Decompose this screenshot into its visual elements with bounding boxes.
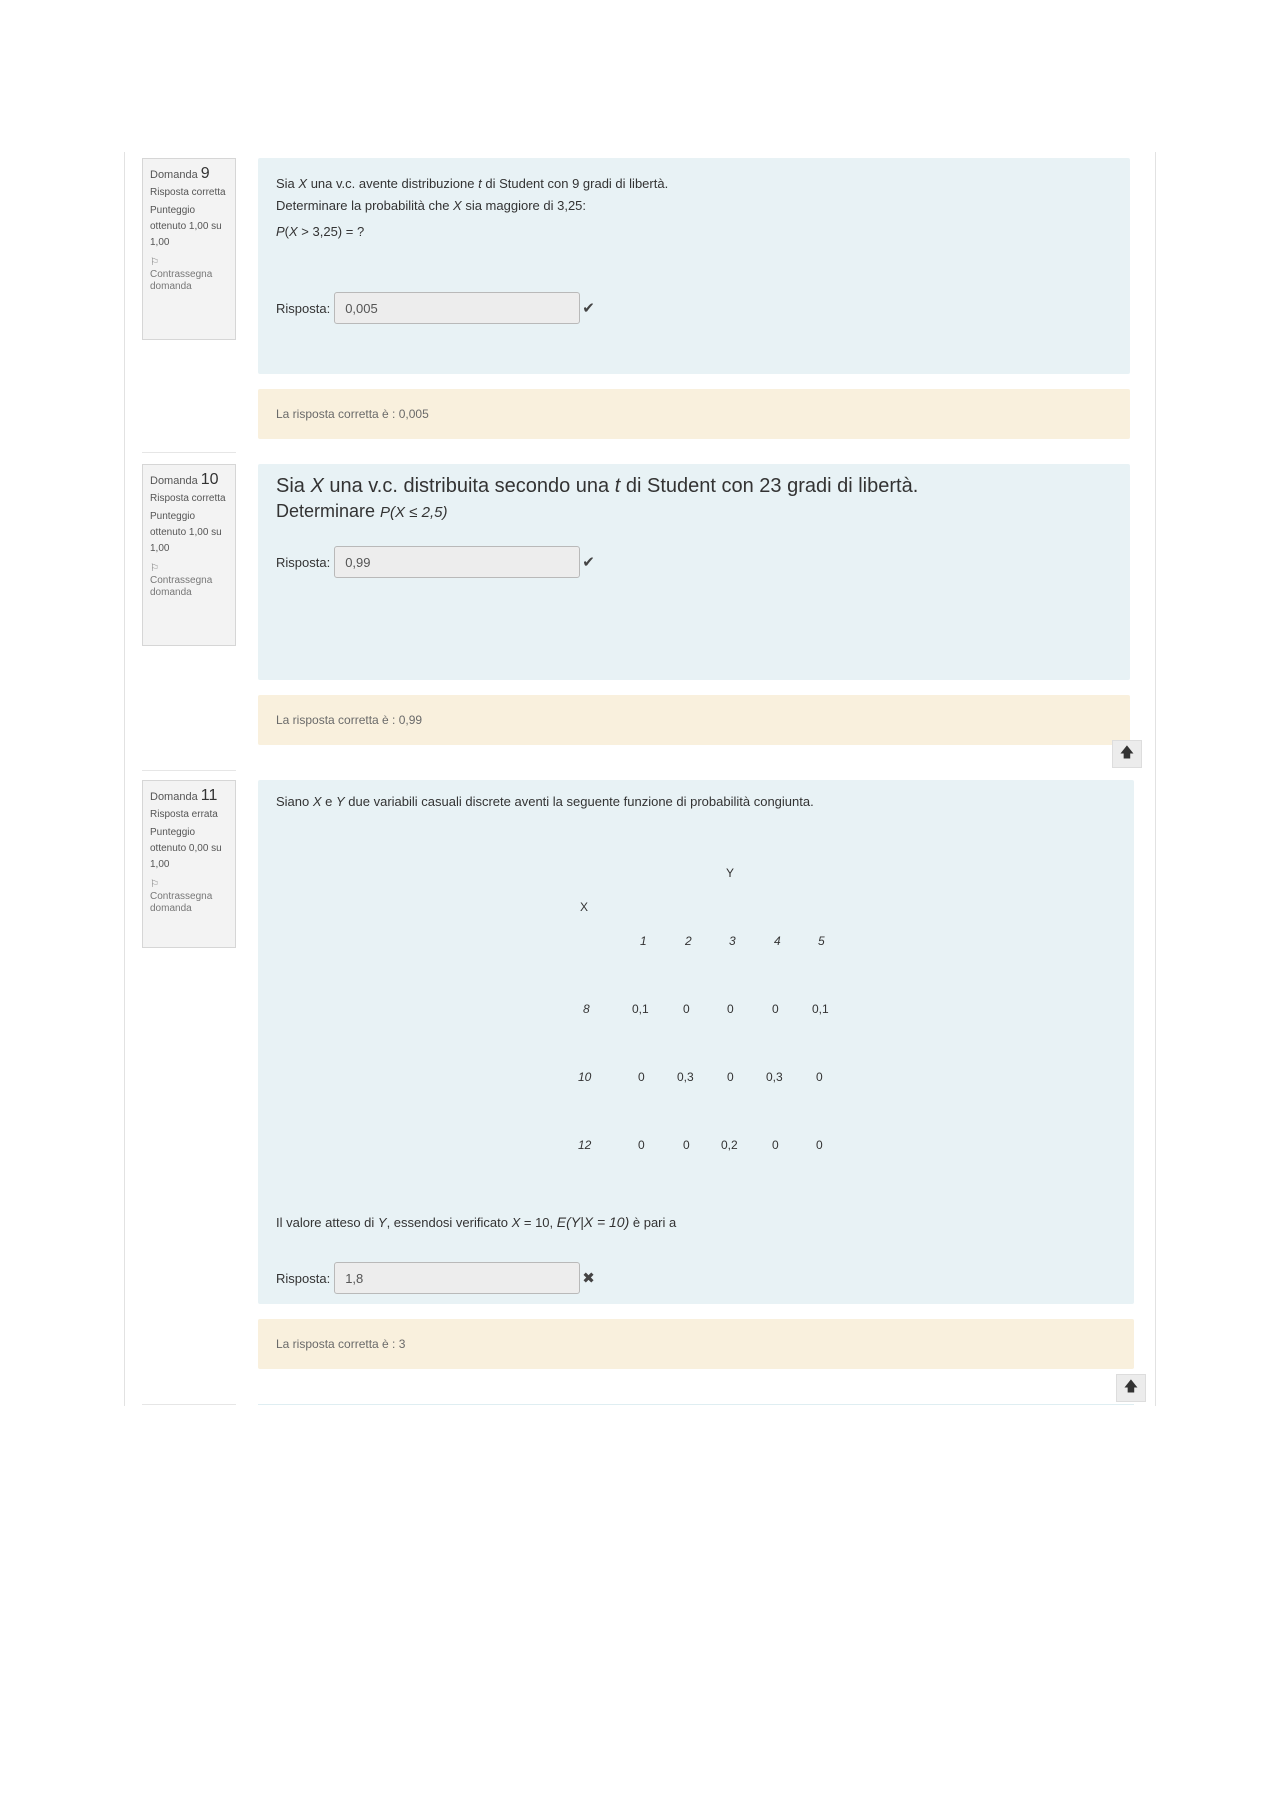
answer-input[interactable]: [334, 292, 580, 324]
question-number-value: 9: [200, 165, 210, 182]
question-label: Domanda: [150, 169, 198, 181]
question-content-9: [258, 158, 1130, 374]
table-cell: 0: [683, 1138, 690, 1152]
correct-answer-feedback-9: La risposta corretta è : 0,005: [258, 389, 1130, 439]
text-part: = 10,: [520, 1215, 557, 1230]
table-y-value: 4: [774, 934, 781, 948]
answer-label: Risposta:: [276, 300, 331, 316]
table-cell: 0,1: [632, 1002, 649, 1016]
question-info-11: [142, 780, 236, 948]
flag-question-button[interactable]: [150, 879, 228, 915]
table-cell: 0: [816, 1138, 823, 1152]
question-info-9: [142, 158, 236, 340]
question-score: Punteggio ottenuto 1,00 su 1,00: [150, 205, 222, 248]
table-cell: 0: [772, 1002, 779, 1016]
table-y-value: 5: [818, 934, 825, 948]
answer-row: [276, 546, 596, 578]
table-x-header: X: [580, 900, 589, 914]
question-info-10: [142, 464, 236, 646]
text-part: , essendosi verificato: [386, 1215, 512, 1230]
table-cell: 0: [727, 1070, 734, 1084]
flag-question-label: Contrassegna domanda: [150, 269, 213, 292]
question-separator: [142, 770, 236, 771]
flag-icon: ⚐: [150, 257, 159, 268]
question-number-value: 10: [200, 471, 219, 488]
correct-answer-feedback-10: La risposta corretta è : 0,99: [258, 695, 1130, 745]
next-question-edge: [258, 1404, 1134, 1405]
table-cell: 0,1: [812, 1002, 829, 1016]
text-part: di Student con 23 gradi di libertà.: [620, 475, 919, 497]
table-y-header: Y: [726, 866, 735, 880]
question-status: Risposta corretta: [150, 187, 226, 198]
variable-t: t: [478, 176, 482, 191]
table-cell: 0: [772, 1138, 779, 1152]
question-separator: [142, 1404, 236, 1405]
answer-input[interactable]: [334, 1262, 580, 1294]
table-cell: 0: [816, 1070, 823, 1084]
question-label: Domanda: [150, 475, 198, 487]
table-cell: 0,3: [677, 1070, 694, 1084]
text-part: è pari a: [629, 1215, 677, 1230]
formula-p: P: [276, 224, 285, 239]
flag-question-label: Contrassegna domanda: [150, 891, 213, 914]
incorrect-cross-icon: ✖: [582, 1270, 595, 1287]
correct-answer-feedback-11: La risposta corretta è : 3: [258, 1319, 1134, 1369]
answer-input[interactable]: [334, 546, 580, 578]
table-cell: 0: [638, 1070, 645, 1084]
correct-check-icon: ✔: [582, 554, 595, 571]
question-text-line-1: [276, 474, 918, 498]
table-cell: 0,3: [766, 1070, 783, 1084]
text-part: Siano: [276, 794, 313, 809]
back-to-top-button[interactable]: [1112, 740, 1142, 768]
variable-x: X: [511, 1215, 521, 1230]
answer-label: Risposta:: [276, 1270, 331, 1286]
text-part: (: [284, 224, 290, 239]
arrow-up-icon: 🡅: [1123, 1378, 1139, 1394]
text-part: > 3,25) = ?: [297, 224, 365, 239]
question-text-line-2: [276, 1214, 676, 1230]
flag-question-button[interactable]: [150, 563, 228, 599]
text-part: Sia: [276, 475, 311, 497]
variable-x: X: [289, 224, 298, 239]
question-number-value: 11: [200, 787, 218, 804]
variable-t: t: [614, 475, 621, 497]
answer-label: Risposta:: [276, 554, 331, 570]
question-number: [150, 166, 228, 183]
text-part: Il valore atteso di: [276, 1215, 378, 1230]
question-separator: [142, 452, 236, 453]
table-y-value: 1: [640, 934, 647, 948]
question-content-11: [258, 780, 1134, 1304]
question-text-line-1: [276, 176, 668, 191]
question-number: [150, 788, 228, 805]
text-part: sia maggiore di 3,25:: [461, 198, 587, 213]
flag-question-label: Contrassegna domanda: [150, 575, 213, 598]
text-part: di Student con 9 gradi di libertà.: [481, 176, 669, 191]
answer-row: [276, 292, 596, 324]
variable-x: X: [312, 794, 322, 809]
table-x-value: 12: [578, 1138, 592, 1152]
variable-y: Y: [336, 794, 345, 809]
flag-icon: ⚐: [150, 563, 159, 574]
question-number: [150, 472, 228, 489]
question-score: Punteggio ottenuto 1,00 su 1,00: [150, 511, 222, 554]
table-x-value: 10: [578, 1070, 592, 1084]
table-cell: 0: [727, 1002, 734, 1016]
question-content-10: [258, 464, 1130, 680]
variable-y: Y: [377, 1215, 387, 1230]
question-label: Domanda: [150, 791, 198, 803]
answer-row: [276, 1262, 596, 1294]
formula: P(X ≤ 2,5): [380, 504, 448, 521]
text-part: Determinare la probabilità che: [276, 198, 454, 213]
question-status: Risposta corretta: [150, 493, 226, 504]
back-to-top-button[interactable]: [1116, 1374, 1146, 1402]
question-status: Risposta errata: [150, 809, 218, 820]
correct-check-icon: ✔: [582, 300, 595, 317]
text-part: Sia: [276, 176, 299, 191]
question-score: Punteggio ottenuto 0,00 su 1,00: [150, 827, 222, 870]
flag-icon: ⚐: [150, 879, 159, 890]
text-part: Determinare: [276, 501, 381, 521]
question-text-line-2: [276, 198, 586, 213]
table-cell: 0: [683, 1002, 690, 1016]
variable-x: X: [453, 198, 462, 213]
text-part: una v.c. avente distribuzione: [307, 176, 479, 191]
arrow-up-icon: 🡅: [1119, 744, 1135, 760]
text-part: e: [321, 794, 337, 809]
variable-x: X: [310, 475, 324, 497]
flag-question-button[interactable]: [150, 257, 228, 293]
table-cell: 0,2: [721, 1138, 738, 1152]
table-y-value: 2: [685, 934, 692, 948]
text-part: due variabili casuali discrete aventi la seguente funzione di probabilità congiunta.: [344, 794, 814, 809]
formula: E(Y|X = 10): [556, 1214, 630, 1230]
question-formula: [276, 224, 364, 239]
variable-x: X: [298, 176, 308, 191]
question-text-line-2: [276, 499, 447, 525]
table-x-value: 8: [583, 1002, 590, 1016]
text-part: una v.c. distribuita secondo una: [323, 475, 615, 497]
table-y-value: 3: [729, 934, 736, 948]
question-text-line-1: [276, 794, 814, 809]
table-cell: 0: [638, 1138, 645, 1152]
